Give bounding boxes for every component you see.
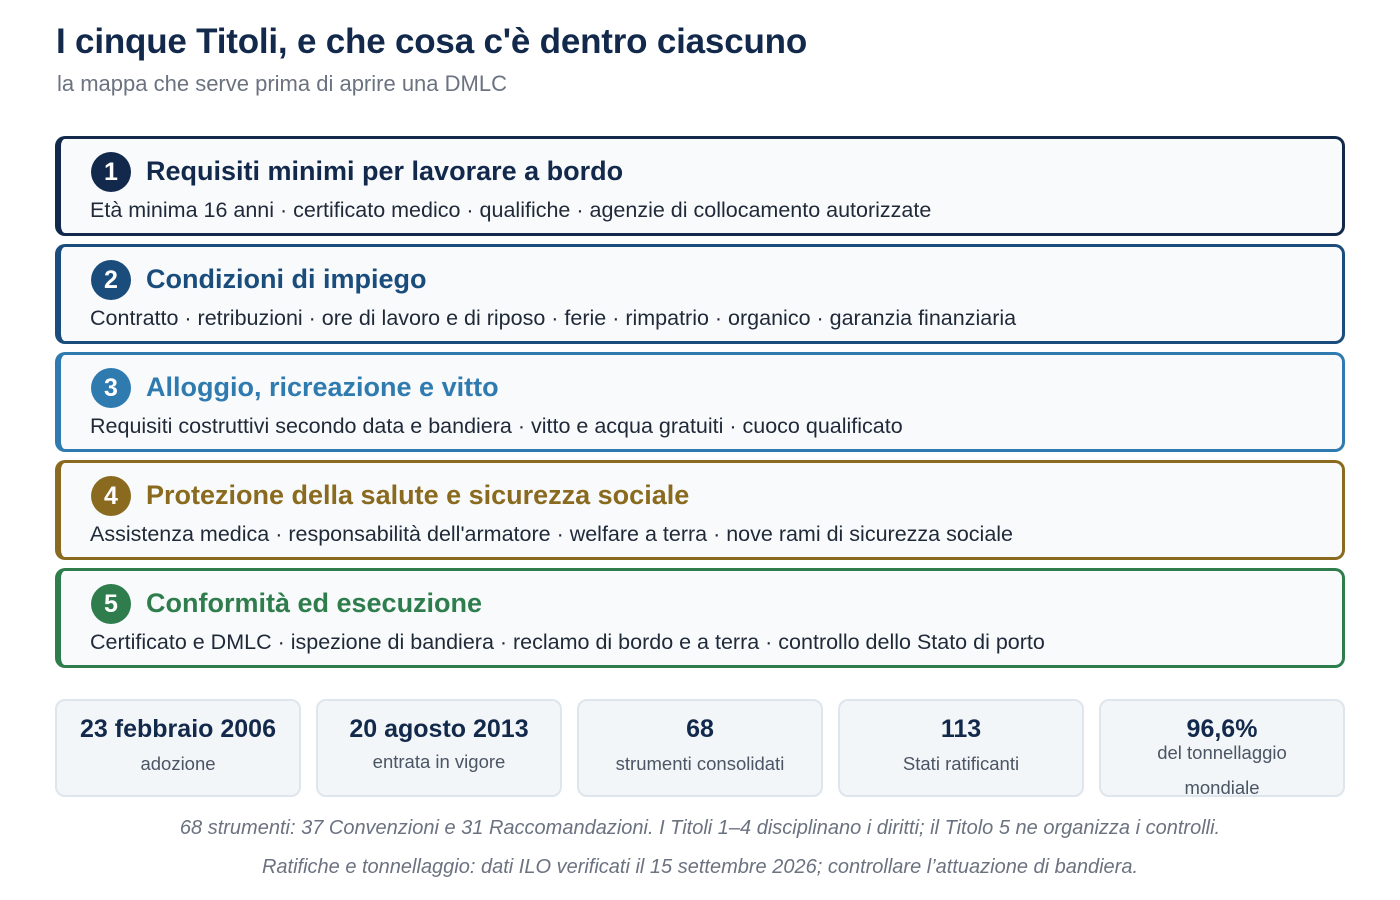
titolo-description: Assistenza medica · responsabilità dell'armatore · welfare a terra · nove rami di sicurezza sociale [90, 522, 1014, 546]
titolo-title: Alloggio, ricreazione e vitto [146, 372, 499, 402]
stat-card-tonnellaggio [1099, 699, 1345, 797]
titolo-card-4 [55, 460, 1345, 560]
stat-label: strumenti consolidati [615, 753, 785, 774]
stat-value: 68 [686, 715, 714, 743]
titolo-number-badge: 5 [91, 584, 131, 624]
titolo-title: Requisiti minimi per lavorare a bordo [146, 156, 624, 186]
titolo-description: Età minima 16 anni · certificato medico · qualifiche · agenzie di collocamento autorizzate [90, 198, 932, 222]
footnote-ratifiche: Ratifiche e tonnellaggio: dati ILO verificati il 15 settembre 2026; controllare l’attuazione di bandiera. [261, 856, 1139, 878]
stat-card-adozione [55, 699, 301, 797]
stat-card-entrata-in-vigore [316, 699, 562, 797]
titolo-card-2 [55, 244, 1345, 344]
stat-label: adozione [140, 753, 216, 774]
titolo-title: Protezione della salute e sicurezza sociale [146, 480, 690, 510]
stat-value: 23 febbraio 2006 [80, 715, 276, 743]
stat-value: 113 [940, 715, 982, 743]
stat-value: 20 agosto 2013 [349, 715, 529, 743]
titolo-number-badge: 2 [91, 260, 131, 300]
stat-label: del tonnellaggio mondiale [1157, 742, 1287, 798]
titoli-list [55, 136, 1345, 676]
page-subtitle: la mappa che serve prima di aprire una DMLC [57, 71, 507, 96]
titolo-card-1 [55, 136, 1345, 236]
footnote-strumenti: 68 strumenti: 37 Convenzioni e 31 Raccomandazioni. I Titoli 1–4 disciplinano i diritti; il Titolo 5 ne organizza i controlli. [179, 817, 1221, 839]
titolo-title: Conformità ed esecuzione [146, 588, 483, 618]
titolo-number-badge: 1 [91, 152, 131, 192]
titolo-number-badge: 3 [91, 368, 131, 408]
titolo-card-5 [55, 568, 1345, 668]
titolo-number-badge: 4 [91, 476, 131, 516]
titolo-card-3 [55, 352, 1345, 452]
stat-value: 96,6% [1186, 715, 1258, 743]
page-title: I cinque Titoli, e che cosa c'è dentro ciascuno [56, 22, 807, 61]
stat-card-stati-ratificanti [838, 699, 1084, 797]
titolo-title: Condizioni di impiego [146, 264, 427, 294]
stats-row [55, 699, 1345, 797]
titolo-description: Certificato e DMLC · ispezione di bandiera · reclamo di bordo e a terra · controllo dello Stato di porto [90, 630, 1045, 654]
titolo-description: Contratto · retribuzioni · ore di lavoro e di riposo · ferie · rimpatrio · organico · garanzia finanziaria [90, 306, 1017, 330]
stat-card-strumenti [577, 699, 823, 797]
stat-label: Stati ratificanti [902, 753, 1020, 774]
stat-label: entrata in vigore [372, 751, 506, 772]
titolo-description: Requisiti costruttivi secondo data e bandiera · vitto e acqua gratuiti · cuoco qualificato [90, 414, 903, 438]
